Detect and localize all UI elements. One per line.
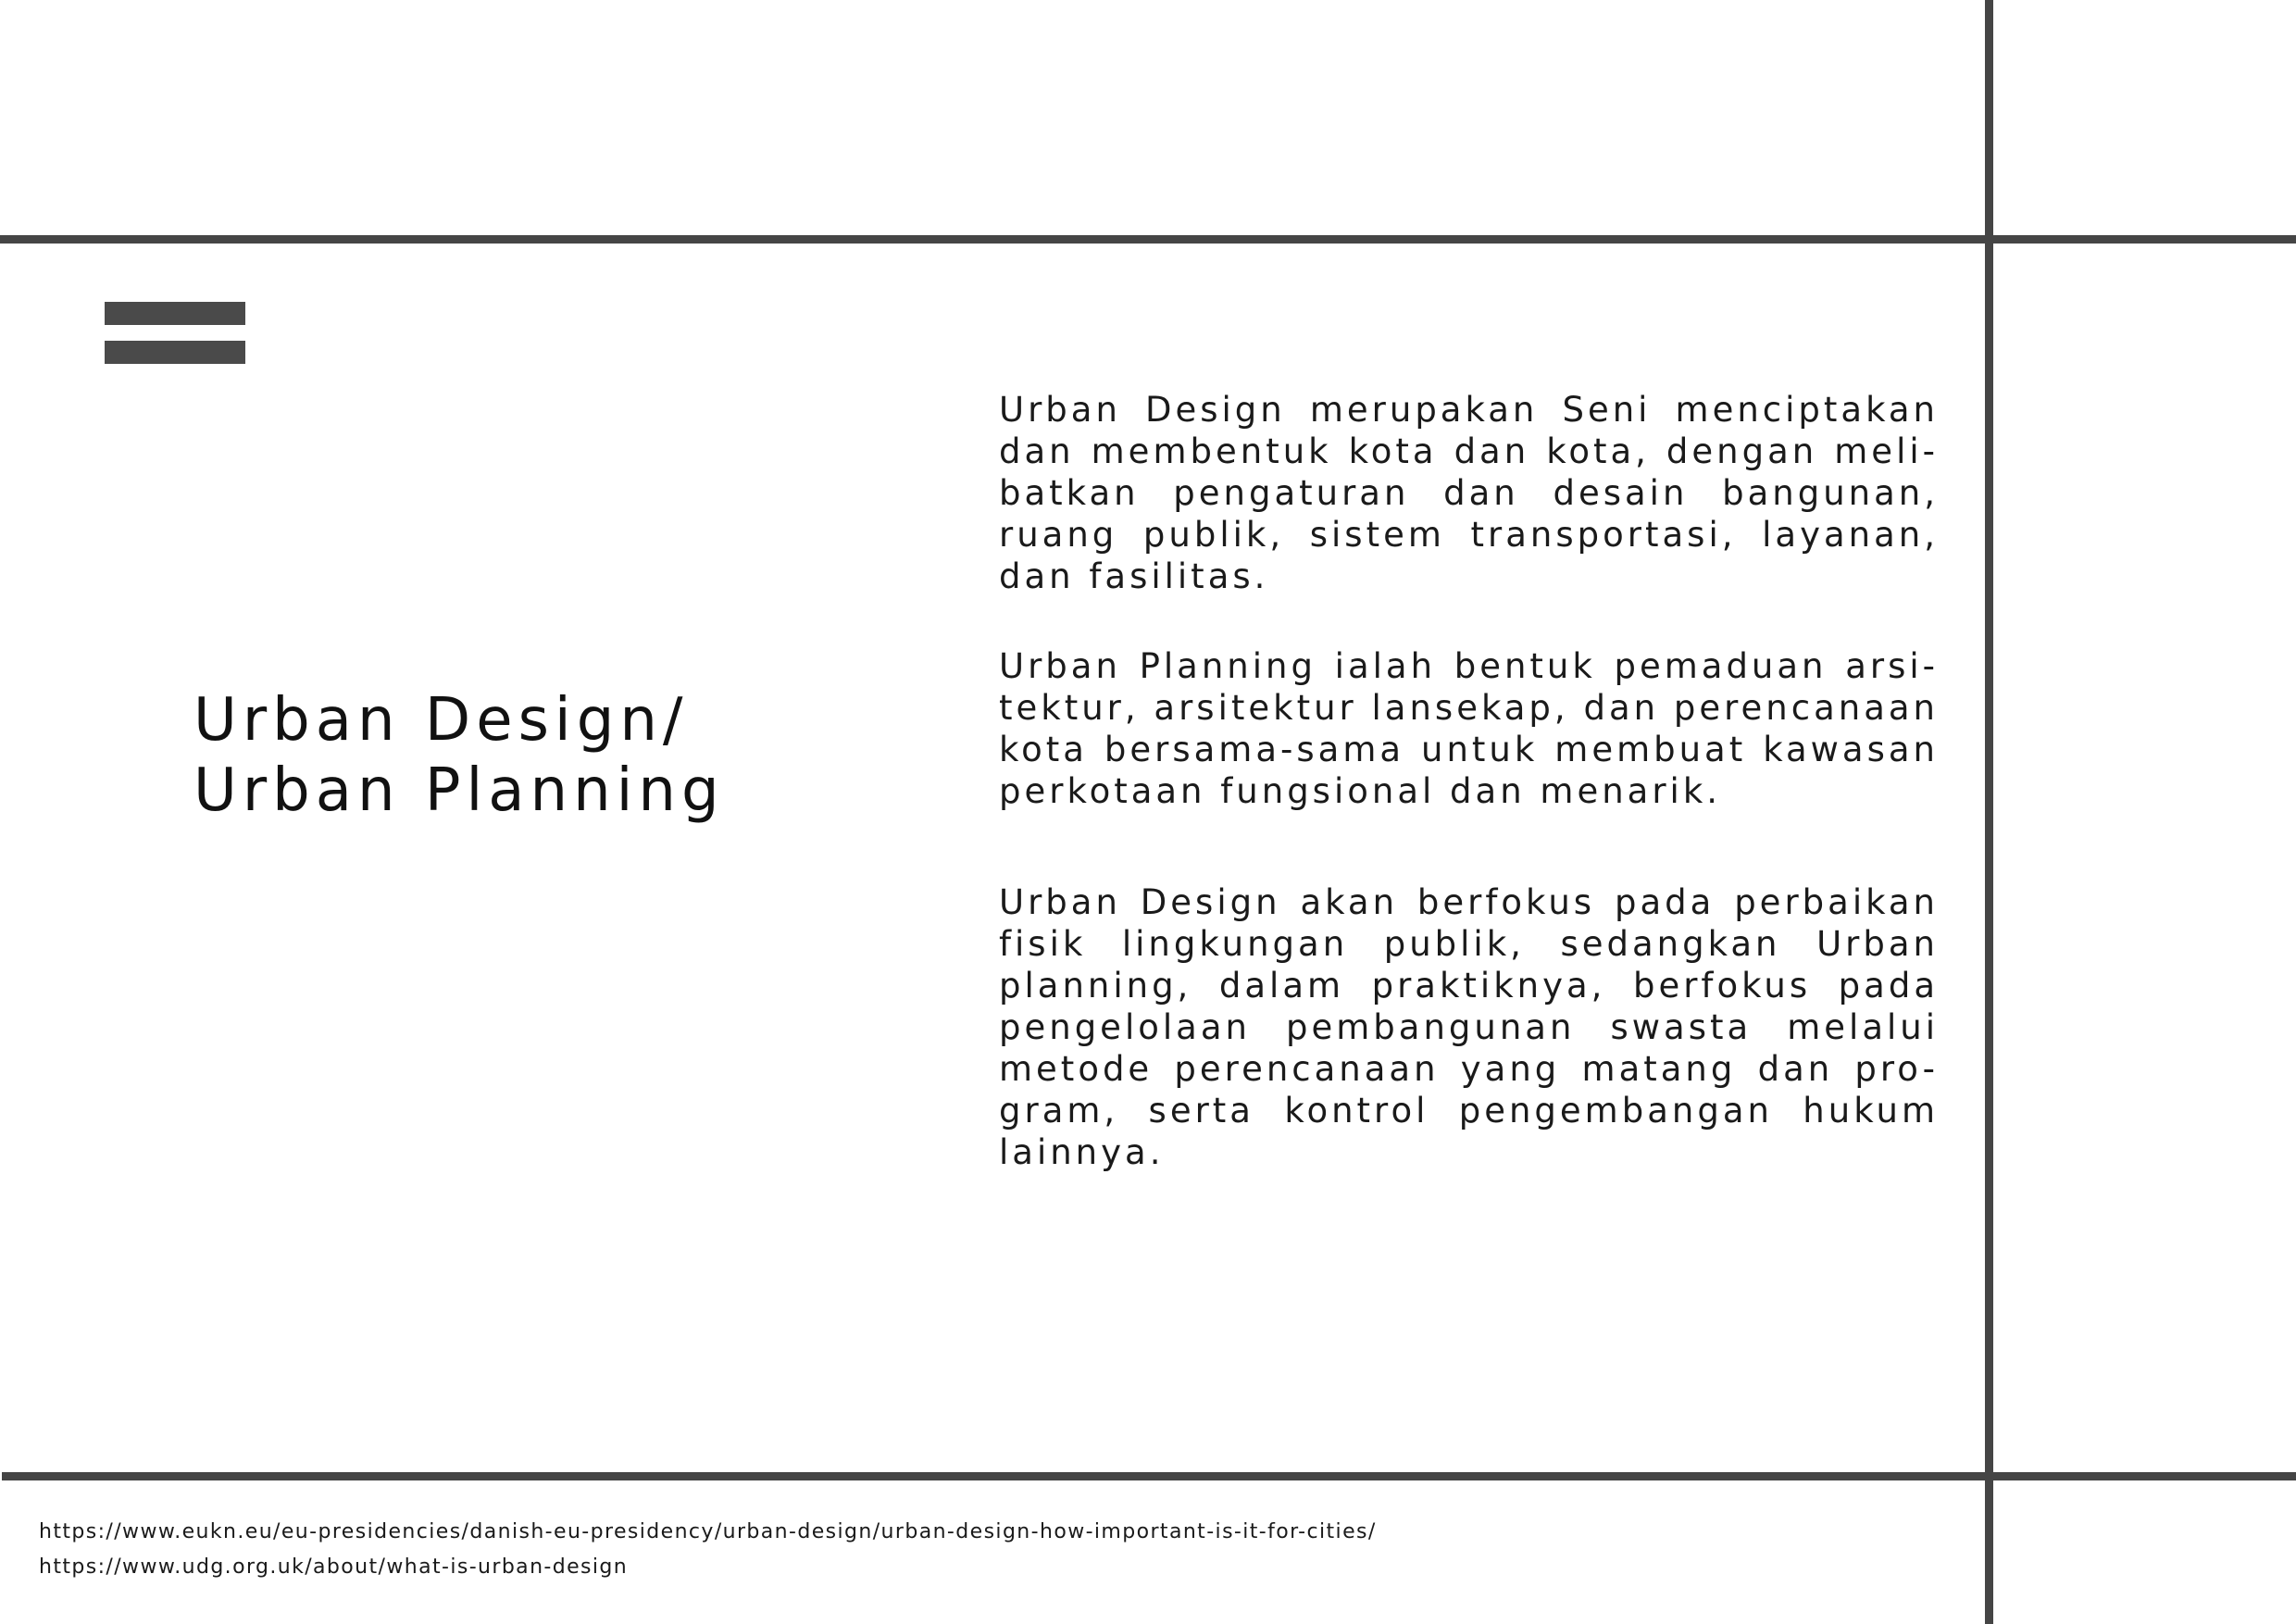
sources-list [39,1515,1965,1585]
source-link-udg[interactable]: https://www.udg.org.uk/about/what-is-urban-design [39,1555,629,1579]
title-line-2: Urban Planning [193,756,725,825]
double-bar-icon [105,302,245,364]
logo-bar-bottom [105,341,245,364]
right-vertical-divider [1985,0,1993,1624]
page-title [193,685,897,826]
bottom-divider-line [2,1472,2296,1480]
paragraph-urban-design-definition: Urban Design merupakan Seni menciptakan dan membentuk kota dan kota, dengan meli-batkan pengaturan dan desain bangunan, ruang publik, sistem transportasi, layanan, dan fasilitas. [999,390,1939,596]
logo-bar-top [105,302,245,325]
title-line-1: Urban Design/ [193,686,689,755]
source-link-eukn[interactable]: https://www.eukn.eu/eu-presidencies/danish-eu-presidency/urban-design/urban-design-how-important-is-it-for-cities/ [39,1520,1377,1543]
paragraph-design-vs-planning: Urban Design akan berfokus pada perbaikan fisik lingkungan publik, sedangkan Urban planning, dalam praktiknya, berfokus pada pengelolaan pembangunan swasta melalui metode perencanaan yang matang dan pro-gram, serta kontrol pengembangan hukum lainnya. [999,882,1939,1172]
paragraph-urban-planning-definition: Urban Planning ialah bentuk pemaduan arsi-tektur, arsitektur lansekap, dan perencanaan kota bersama-sama untuk membuat kawasan perkotaan fungsional dan menarik. [999,646,1939,811]
top-divider-line [0,235,2296,244]
